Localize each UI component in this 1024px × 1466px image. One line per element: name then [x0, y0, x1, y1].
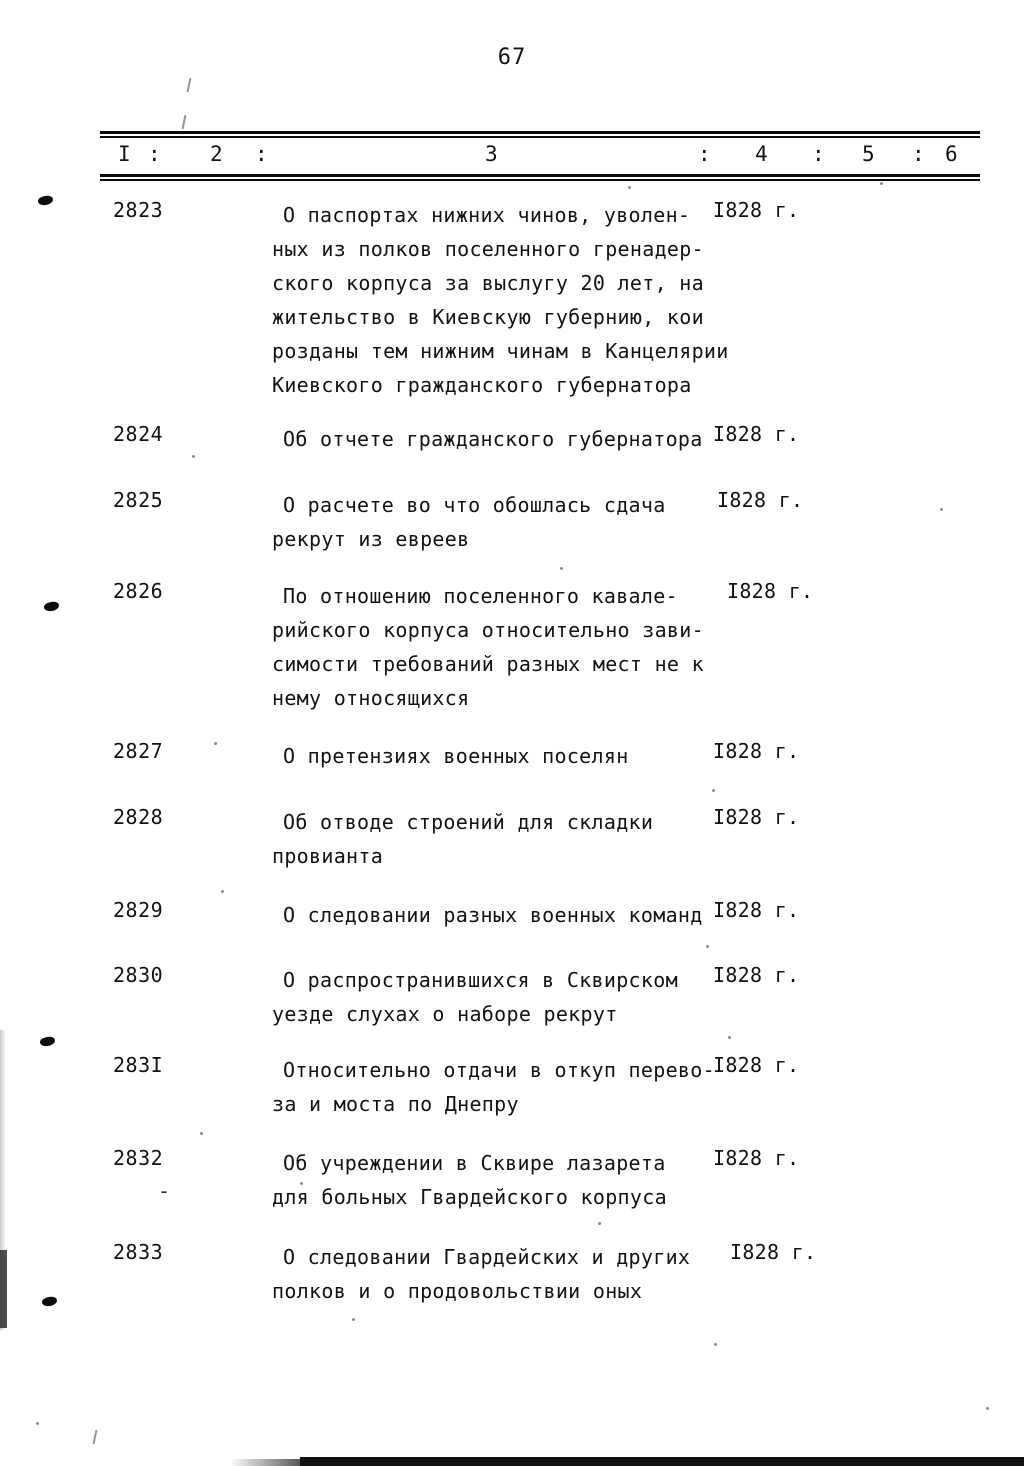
entry-description — [272, 1146, 742, 1214]
entry-date: I828 г. — [713, 898, 800, 922]
pen-slash-artifact — [93, 1430, 97, 1444]
entry-description — [272, 1053, 742, 1121]
entry-description — [272, 739, 742, 773]
entry-date: I828 г. — [717, 488, 804, 512]
entry-number: 2832 — [113, 1146, 164, 1170]
entry-number: 2825 — [113, 488, 164, 512]
ink-blot-artifact — [39, 1036, 55, 1047]
page-number: 67 — [497, 45, 527, 70]
entry-number: 2824 — [113, 422, 164, 446]
dust-speck-artifact — [598, 1222, 601, 1225]
entry-number: 2826 — [113, 579, 164, 603]
scan-edge-artifact-left-dark — [0, 1250, 7, 1328]
entry-description — [272, 198, 742, 402]
column-header-2: 2 — [210, 142, 223, 166]
entry-description-line: Об отводе строений для складки — [283, 810, 654, 834]
entry-description — [272, 898, 742, 932]
pen-slash-artifact — [182, 115, 186, 129]
entry-description-line: О паспортах нижних чинов, уволен- — [283, 203, 691, 227]
entry-description — [272, 579, 742, 715]
entry-description-line: за и моста по Днепру — [272, 1092, 519, 1116]
dust-speck-artifact — [714, 1343, 717, 1346]
dust-speck-artifact — [352, 1318, 355, 1321]
entry-description-line: О следовании Гвардейских и других — [283, 1245, 691, 1269]
entry-description — [272, 963, 742, 1031]
entry-continuation-mark: - — [158, 1179, 171, 1203]
column-separator-2: : — [255, 142, 268, 166]
table-rule-top-upper — [100, 131, 980, 134]
dust-speck-artifact — [192, 455, 195, 458]
entry-description-line: для больных Гвардейского корпуса — [272, 1185, 667, 1209]
entry-number: 2828 — [113, 805, 164, 829]
ink-blot-artifact — [37, 195, 53, 206]
entry-date: I828 г. — [713, 805, 800, 829]
entry-description — [272, 422, 742, 456]
column-header-3: 3 — [485, 142, 498, 166]
dust-speck-artifact — [36, 1422, 39, 1425]
entry-number: 283I — [113, 1053, 164, 1077]
column-separator-4: : — [812, 142, 825, 166]
entry-date: I828 г. — [713, 422, 800, 446]
table-column-header-row — [100, 142, 980, 174]
entry-description-line: ных из полков поселенного гренадер- — [272, 237, 704, 261]
entry-date: I828 г. — [713, 963, 800, 987]
entry-date: I828 г. — [713, 198, 800, 222]
column-separator-5: : — [912, 142, 925, 166]
column-header-5: 5 — [862, 142, 875, 166]
entry-description-line: О следовании разных военных команд — [283, 903, 703, 927]
entry-description-line: По отношению поселенного кавале- — [283, 584, 678, 608]
entry-description-line: уезде слухах о наборе рекрут — [272, 1002, 618, 1026]
entry-description-line: О претензиях военных поселян — [283, 744, 629, 768]
entry-description-line: нему относящихся — [272, 686, 470, 710]
entry-description-line: ского корпуса за выслугу 20 лет, на — [272, 271, 704, 295]
entry-number: 2827 — [113, 739, 164, 763]
entry-description-line: жительство в Киевскую губернию, кои — [272, 305, 704, 329]
entry-description-line: Киевского гражданского губернатора — [272, 373, 692, 397]
dust-speck-artifact — [221, 890, 224, 893]
dust-speck-artifact — [986, 1407, 989, 1410]
entry-description — [272, 1240, 742, 1308]
dust-speck-artifact — [940, 508, 943, 511]
entry-description-line: Об учреждении в Сквире лазарета — [283, 1151, 666, 1175]
entry-number: 2830 — [113, 963, 164, 987]
column-header-6: 6 — [945, 142, 958, 166]
dust-speck-artifact — [880, 182, 883, 185]
entry-date: I828 г. — [727, 579, 814, 603]
entry-date: I828 г. — [713, 739, 800, 763]
dust-speck-artifact — [706, 945, 709, 948]
ink-blot-artifact — [41, 1296, 57, 1307]
entry-description — [272, 488, 742, 556]
dust-speck-artifact — [214, 742, 217, 745]
entry-description-line: полков и о продовольствии оных — [272, 1279, 643, 1303]
dust-speck-artifact — [712, 789, 715, 792]
entry-description-line: рийского корпуса относительно зави- — [272, 618, 704, 642]
entry-description-line: рекрут из евреев — [272, 527, 470, 551]
entry-date: I828 г. — [713, 1146, 800, 1170]
entry-number: 2823 — [113, 198, 164, 222]
entry-date: I828 г. — [713, 1053, 800, 1077]
entry-date: I828 г. — [730, 1240, 817, 1264]
table-rule-bottom-lower — [100, 179, 980, 181]
entry-description-line: симости требований разных мест не к — [272, 652, 704, 676]
entry-description-line: розданы тем нижним чинам в Канцелярии — [272, 339, 729, 363]
entry-number: 2833 — [113, 1240, 164, 1264]
entry-description-line: Об отчете гражданского губернатора — [283, 427, 703, 451]
entry-description-line: О распространившихся в Сквирском — [283, 968, 678, 992]
column-separator-1: : — [148, 142, 161, 166]
entry-number: 2829 — [113, 898, 164, 922]
entry-description-line: провианта — [272, 844, 384, 868]
dust-speck-artifact — [560, 567, 563, 570]
column-separator-3: : — [698, 142, 711, 166]
table-rule-top-lower — [100, 136, 980, 138]
dust-speck-artifact — [728, 1036, 731, 1039]
dust-speck-artifact — [200, 1132, 203, 1135]
scan-edge-artifact-bottom — [300, 1457, 1024, 1466]
ink-blot-artifact — [43, 601, 59, 612]
entry-description-line: О расчете во что обошлась сдача — [283, 493, 666, 517]
dust-speck-artifact — [300, 1182, 303, 1185]
table-rule-bottom-upper — [100, 174, 980, 177]
column-header-4: 4 — [755, 142, 768, 166]
column-header-1: I — [118, 142, 131, 166]
entry-description-line: Относительно отдачи в откуп перево- — [283, 1058, 715, 1082]
entry-description — [272, 805, 742, 873]
pen-slash-artifact — [187, 78, 191, 92]
dust-speck-artifact — [628, 186, 631, 189]
